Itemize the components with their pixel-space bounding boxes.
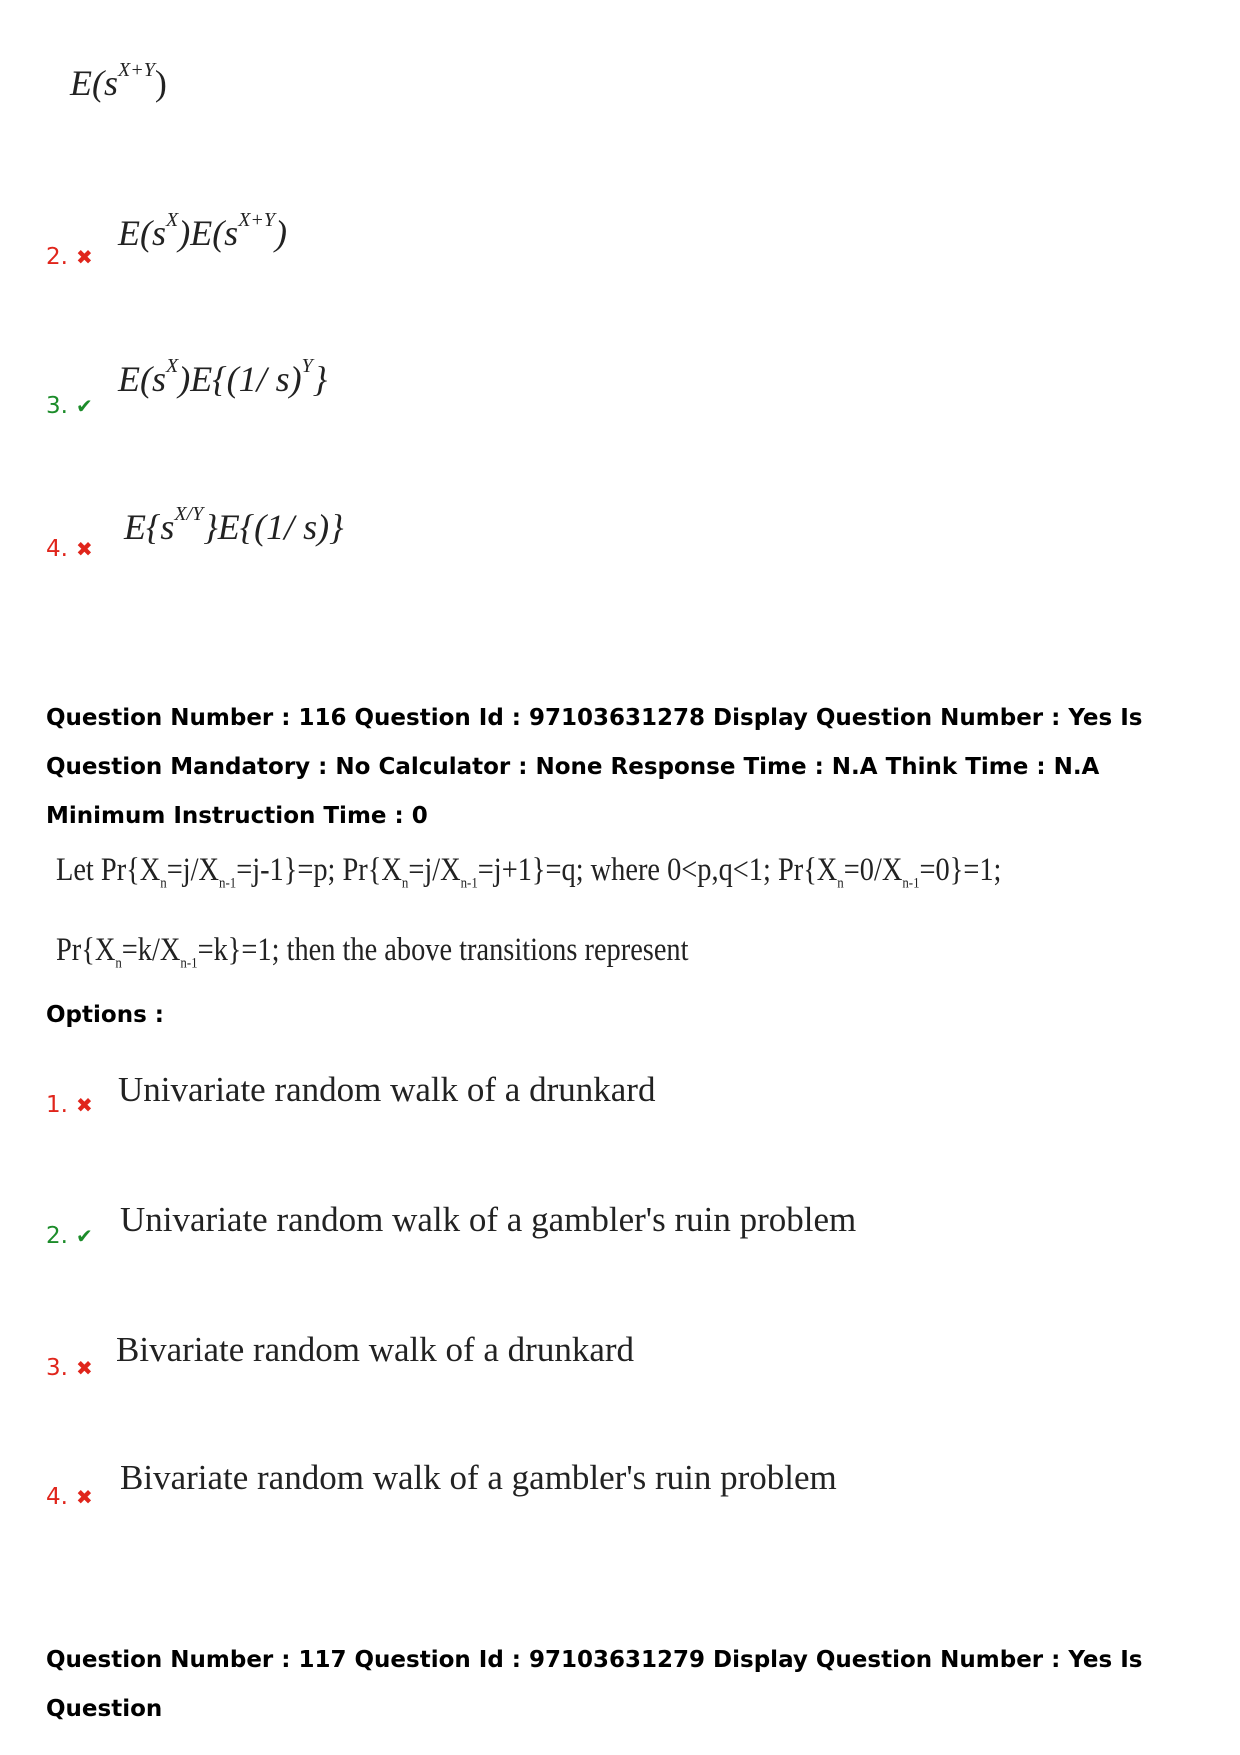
prev-option-2-number: 2. ✖ bbox=[46, 244, 93, 270]
prev-option-4-expr: $E\{s^{X/Y}\}E\{(1/$ s)} bbox=[124, 503, 344, 547]
prev-option-3-number: 3. ✔ bbox=[46, 393, 93, 419]
cross-icon: ✖ bbox=[75, 1485, 93, 1509]
check-icon: ✔ bbox=[75, 1224, 93, 1248]
option-1-number: 1. ✖ bbox=[46, 1092, 93, 1118]
question-116-meta: Question Number : 116 Question Id : 97103631278 Display Question Number : Yes Is Question Mandatory : No Calculator : None Response Time : N.A Think Time : N.A Minimum Instruction Time : 0 bbox=[46, 705, 1143, 829]
prev-option-1-expr: $E(s^{X+Y})$ bbox=[70, 59, 167, 103]
options-label: Options : bbox=[46, 1002, 164, 1028]
option-3-number: 3. ✖ bbox=[46, 1355, 93, 1381]
option-4-number: 4. ✖ bbox=[46, 1484, 93, 1510]
option-2-number: 2. ✔ bbox=[46, 1223, 93, 1249]
cross-icon: ✖ bbox=[75, 245, 93, 269]
prev-option-4-number: 4. ✖ bbox=[46, 536, 93, 562]
cross-icon: ✖ bbox=[75, 537, 93, 561]
cross-icon: ✖ bbox=[75, 1356, 93, 1380]
option-1-text: Univariate random walk of a drunkard bbox=[118, 1070, 656, 1109]
question-116-text-line1: Let $Pr\{X_n=j/X_{n-1}=j-1\}=p$; $Pr\{X_n=j/X_{n-1}=j+1\}=q$; where 0<p,q<1; $Pr\{X_n=0/X_{n-1}=0\}=1$; bbox=[56, 852, 1002, 892]
question-117-meta: Question Number : 117 Question Id : 97103631279 Display Question Number : Yes Is Question bbox=[46, 1647, 1143, 1722]
check-icon: ✔ bbox=[75, 394, 93, 418]
option-2-text: Univariate random walk of a gambler's ruin problem bbox=[120, 1200, 857, 1239]
cross-icon: ✖ bbox=[75, 1093, 93, 1117]
question-116-text-line2: $Pr\{X_n=k/X_{n-1}=k\}=1$; then the above transitions represent bbox=[56, 932, 689, 972]
prev-option-2-expr: $E(s^X)E(s^{X+Y})$ bbox=[118, 209, 288, 253]
option-3-text: Bivariate random walk of a drunkard bbox=[116, 1330, 635, 1369]
option-4-text: Bivariate random walk of a gambler's ruin problem bbox=[120, 1458, 837, 1497]
prev-option-3-expr: $E(s^X)E\{(1/$ s)$^Y$} bbox=[118, 355, 328, 399]
